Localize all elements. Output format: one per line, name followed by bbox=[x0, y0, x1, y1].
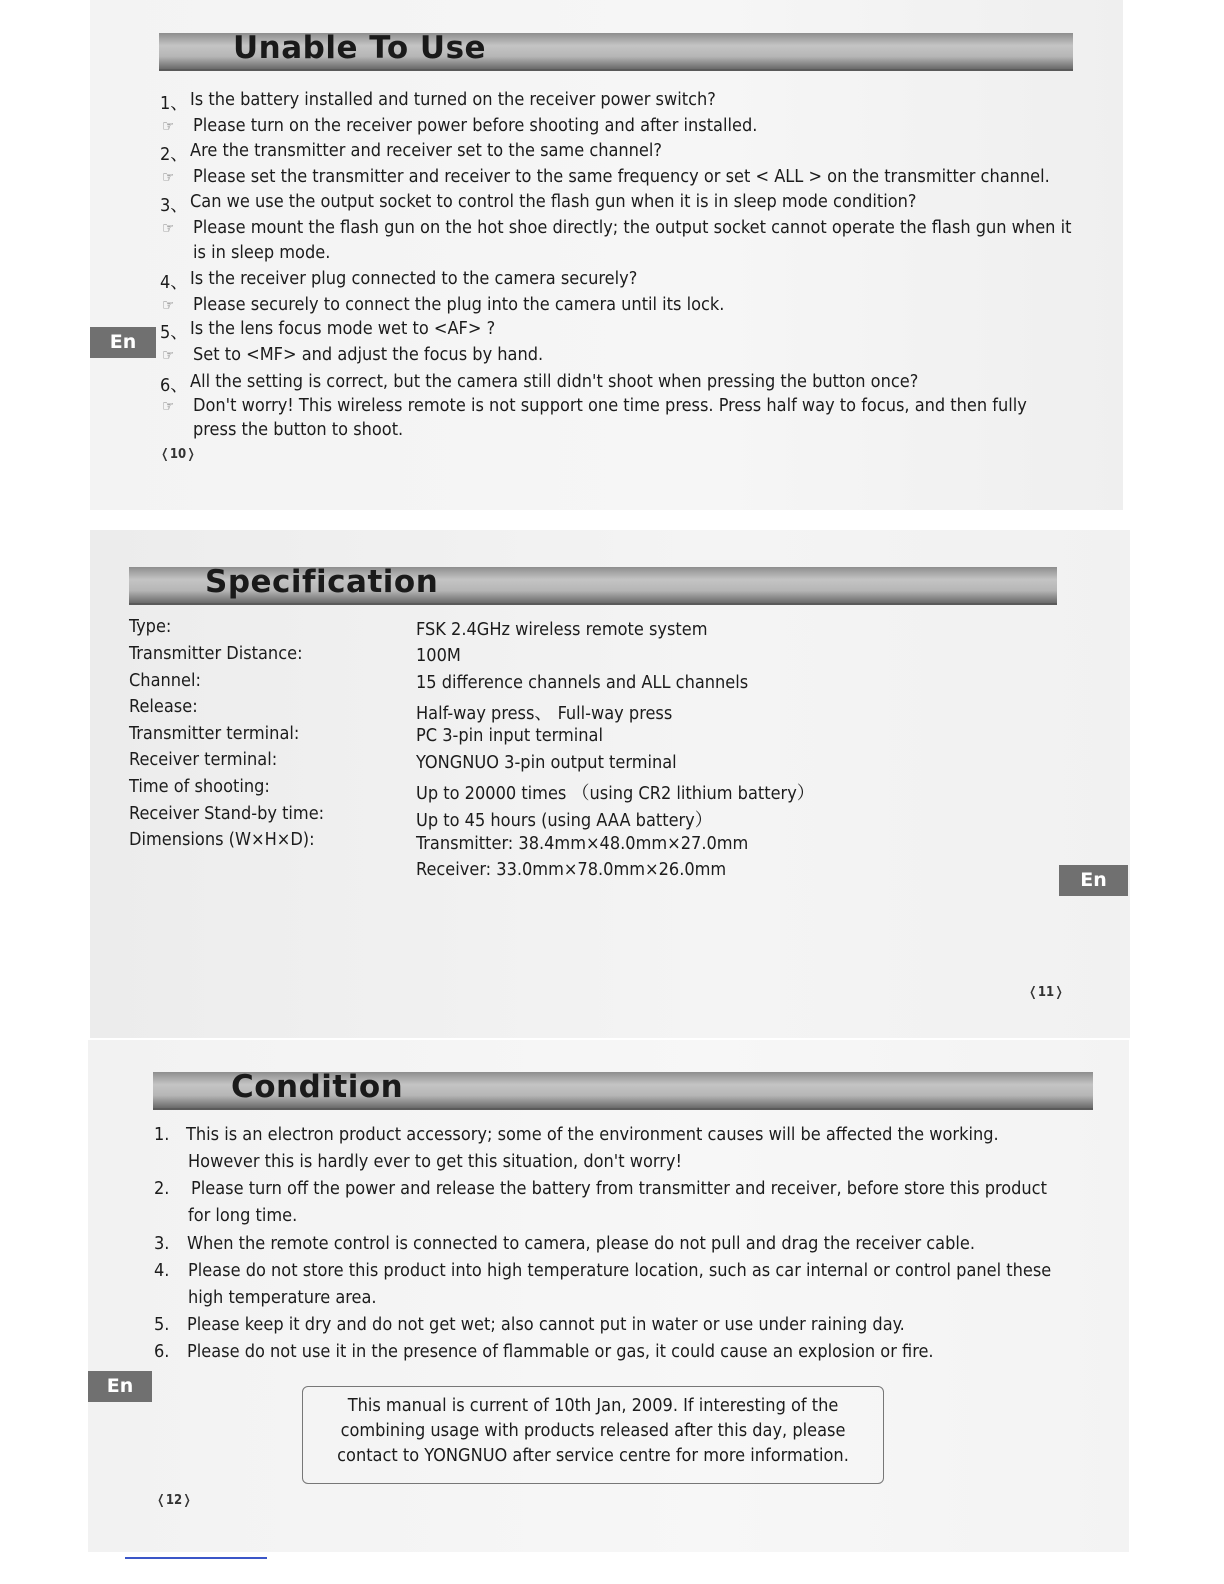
answer-text: Please mount the flash gun on the hot shoe directly; the output socket cannot operate the flash gun when it bbox=[193, 217, 1072, 238]
spec-label: Time of shooting: bbox=[129, 776, 270, 797]
condition-text: Please keep it dry and do not get wet; also cannot put in water or use under raining day. bbox=[187, 1314, 905, 1335]
question-text: Can we use the output socket to control the flash gun when it is in sleep mode condition? bbox=[190, 191, 917, 212]
spec-value: Half-way press、 Full-way press bbox=[416, 703, 673, 724]
spec-value: Transmitter: 38.4mm×48.0mm×27.0mm bbox=[416, 833, 749, 854]
spec-value: 15 difference channels and ALL channels bbox=[416, 672, 749, 693]
question-text: Are the transmitter and receiver set to the same channel? bbox=[190, 140, 662, 161]
section-header-bar bbox=[153, 1069, 1093, 1110]
answer-text: Please set the transmitter and receiver to the same frequency or set < ALL > on the transmitter channel. bbox=[193, 166, 1050, 187]
condition-text: However this is hardly ever to get this situation, don't worry! bbox=[188, 1151, 682, 1172]
spec-value: YONGNUO 3-pin output terminal bbox=[416, 752, 677, 773]
item-number: 4. bbox=[154, 1260, 170, 1281]
answer-text: is in sleep mode. bbox=[193, 242, 331, 263]
answer-text: press the button to shoot. bbox=[193, 419, 404, 440]
item-number: 3、 bbox=[160, 195, 189, 216]
page-unable-to-use bbox=[90, 0, 1123, 510]
bottom-underline bbox=[125, 1557, 267, 1559]
page-specification bbox=[90, 530, 1130, 1038]
spec-value: FSK 2.4GHz wireless remote system bbox=[416, 619, 708, 640]
condition-text: Please do not use it in the presence of flammable or gas, it could cause an explosion or fire. bbox=[187, 1341, 934, 1362]
spec-label: Transmitter terminal: bbox=[129, 723, 300, 744]
language-tab: En bbox=[88, 1371, 152, 1402]
pointing-hand-icon: ☞ bbox=[162, 296, 175, 314]
spec-value: 100M bbox=[416, 645, 461, 666]
note-line: combining usage with products released after this day, please bbox=[340, 1420, 846, 1441]
language-tab: En bbox=[90, 327, 156, 358]
condition-text: Please turn off the power and release the battery from transmitter and receiver, before store this product bbox=[191, 1178, 1047, 1199]
condition-text: This is an electron product accessory; some of the environment causes will be affected the working. bbox=[186, 1124, 999, 1145]
pointing-hand-icon: ☞ bbox=[162, 346, 175, 364]
spec-label: Dimensions (W×H×D): bbox=[129, 829, 315, 850]
question-text: Is the battery installed and turned on the receiver power switch? bbox=[190, 89, 716, 110]
section-header-bar bbox=[159, 30, 1073, 71]
item-number: 2、 bbox=[160, 144, 189, 165]
spec-label: Type: bbox=[129, 616, 172, 637]
section-title: Unable To Use bbox=[233, 30, 487, 66]
spec-value: PC 3-pin input terminal bbox=[416, 725, 603, 746]
spec-value: Up to 45 hours (using AAA battery） bbox=[416, 810, 713, 831]
item-number: 1. bbox=[154, 1124, 170, 1145]
item-number: 2. bbox=[154, 1178, 170, 1199]
item-number: 1、 bbox=[160, 93, 189, 114]
item-number: 3. bbox=[154, 1233, 170, 1254]
page-number: ❬10❭ bbox=[160, 447, 196, 462]
answer-text: Set to <MF> and adjust the focus by hand. bbox=[193, 344, 544, 365]
item-number: 6、 bbox=[160, 375, 189, 396]
spec-value: Receiver: 33.0mm×78.0mm×26.0mm bbox=[416, 859, 727, 880]
spec-label: Receiver terminal: bbox=[129, 749, 278, 770]
spec-value: Up to 20000 times （using CR2 lithium battery） bbox=[416, 783, 815, 804]
language-tab: En bbox=[1059, 865, 1128, 896]
section-header-bar bbox=[129, 564, 1057, 605]
condition-text: for long time. bbox=[188, 1205, 298, 1226]
item-number: 5. bbox=[154, 1314, 170, 1335]
spec-label: Receiver Stand-by time: bbox=[129, 803, 325, 824]
pointing-hand-icon: ☞ bbox=[162, 219, 175, 237]
answer-text: Please turn on the receiver power before shooting and after installed. bbox=[193, 115, 758, 136]
question-text: Is the lens focus mode wet to <AF> ? bbox=[190, 318, 496, 339]
section-title: Specification bbox=[205, 564, 439, 600]
item-number: 4、 bbox=[160, 272, 189, 293]
spec-label: Transmitter Distance: bbox=[129, 643, 303, 664]
page-number: ❬12❭ bbox=[156, 1493, 192, 1508]
spec-label: Channel: bbox=[129, 670, 201, 691]
item-number: 6. bbox=[154, 1341, 170, 1362]
pointing-hand-icon: ☞ bbox=[162, 117, 175, 135]
question-text: All the setting is correct, but the camera still didn't shoot when pressing the button once? bbox=[190, 371, 919, 392]
pointing-hand-icon: ☞ bbox=[162, 397, 175, 415]
note-line: contact to YONGNUO after service centre for more information. bbox=[337, 1445, 849, 1466]
answer-text: Don't worry! This wireless remote is not support one time press. Press half way to focus, and then fully bbox=[193, 395, 1027, 416]
page-number: ❬11❭ bbox=[1028, 985, 1064, 1000]
section-title: Condition bbox=[231, 1069, 404, 1105]
condition-text: Please do not store this product into high temperature location, such as car internal or control panel these bbox=[188, 1260, 1052, 1281]
question-text: Is the receiver plug connected to the camera securely? bbox=[190, 268, 638, 289]
condition-text: When the remote control is connected to camera, please do not pull and drag the receiver cable. bbox=[187, 1233, 975, 1254]
pointing-hand-icon: ☞ bbox=[162, 168, 175, 186]
page-condition bbox=[88, 1040, 1129, 1552]
item-number: 5、 bbox=[160, 322, 189, 343]
answer-text: Please securely to connect the plug into the camera until its lock. bbox=[193, 294, 725, 315]
spec-label: Release: bbox=[129, 696, 198, 717]
note-line: This manual is current of 10th Jan, 2009. If interesting of the bbox=[347, 1395, 839, 1416]
note-box bbox=[302, 1386, 884, 1484]
condition-text: high temperature area. bbox=[188, 1287, 377, 1308]
